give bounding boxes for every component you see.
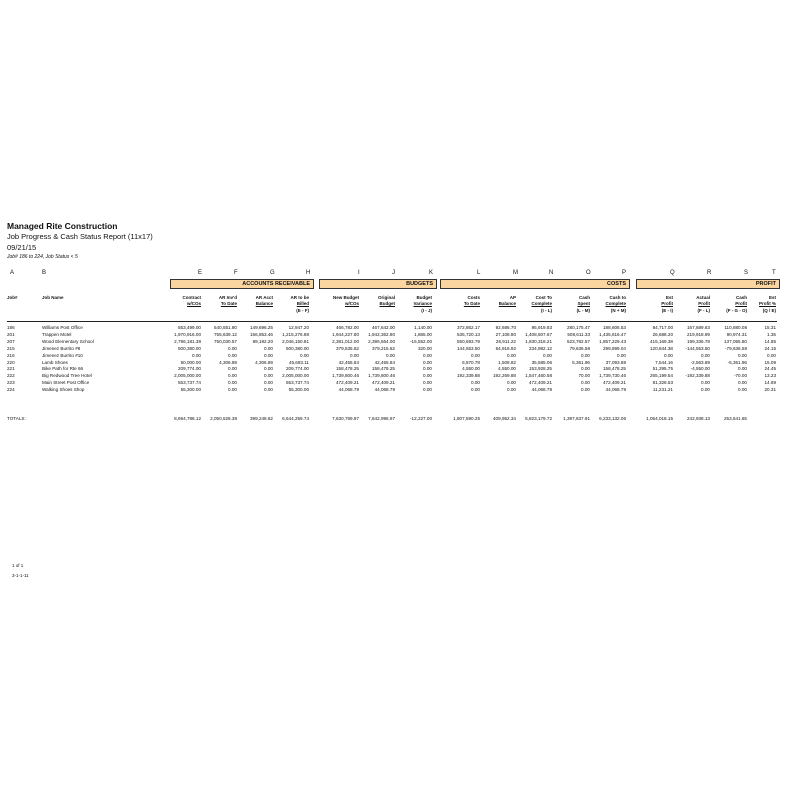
table-cell: 153,928.25 xyxy=(529,366,552,372)
totals-cell: 1,807,590.25 xyxy=(453,416,480,421)
table-cell: 0.00 xyxy=(264,387,273,393)
table-cell: 0.00 xyxy=(423,352,432,358)
table-cell: 51,295.75 xyxy=(652,366,673,372)
totals-cell: 7,642,996.97 xyxy=(368,416,395,421)
totals-cell: -12,227.00 xyxy=(410,416,432,421)
table-cell: 192,269.88 xyxy=(493,373,516,379)
table-cell: 553,737.74 xyxy=(178,380,201,386)
table-cell: 15.31 xyxy=(764,325,776,330)
group-costs: COSTS xyxy=(440,279,630,289)
table-cell: -4,550.00 xyxy=(690,366,710,372)
header-line: Complete xyxy=(531,301,552,307)
table-cell: 0.00 xyxy=(664,352,673,358)
header-i xyxy=(333,295,359,308)
header-line: AP xyxy=(509,295,516,300)
table-cell: 280,175.47 xyxy=(567,325,590,330)
table-cell: 2,796,181.38 xyxy=(174,338,201,344)
column-letter: R xyxy=(707,270,712,276)
column-letter: M xyxy=(513,270,518,276)
table-cell: 1.35 xyxy=(767,331,776,337)
header-line: Est xyxy=(768,295,776,300)
header-line: To Date xyxy=(463,301,480,307)
table-cell: 535,720.13 xyxy=(457,331,480,337)
header-line: Profit xyxy=(661,301,673,307)
header-k xyxy=(413,295,432,314)
header-line: (I - L) xyxy=(541,307,552,313)
totals-cell: 6,233,132.06 xyxy=(599,416,626,421)
table-cell: 0.00 xyxy=(581,387,590,393)
totals-cell: 7,630,769.97 xyxy=(332,416,359,421)
header-p xyxy=(605,295,626,314)
table-cell: Walking Shoes Shop xyxy=(42,387,85,393)
table-cell: 158,478.25 xyxy=(336,366,359,372)
table-cell: 84,717.00 xyxy=(652,325,673,330)
table-cell: -79,636.58 xyxy=(725,345,747,351)
column-letter: H xyxy=(306,270,311,276)
totals-cell: 242,938.13 xyxy=(687,416,710,421)
table-cell: Main Street Post Office xyxy=(42,380,90,386)
table-cell: 26,911.22 xyxy=(495,338,516,344)
header-line: Balance xyxy=(255,301,273,307)
table-cell: 508,611.33 xyxy=(567,331,590,337)
table-cell: 0.00 xyxy=(507,387,516,393)
column-letter: G xyxy=(270,270,275,276)
table-cell: 0.00 xyxy=(264,373,273,379)
table-cell: 372,862.17 xyxy=(457,325,480,330)
table-cell: -2,563.89 xyxy=(690,359,710,365)
table-cell: 79,636.58 xyxy=(569,345,590,351)
table-cell: 4,306.89 xyxy=(219,359,237,365)
table-cell: Lamb Shoes xyxy=(42,359,68,365)
table-cell: Jimenez Burrito #8 xyxy=(42,345,81,351)
table-cell: 0.00 xyxy=(423,380,432,386)
header-line: Actual xyxy=(696,295,710,300)
table-cell: 24.45 xyxy=(764,366,776,372)
table-cell: 209,774.00 xyxy=(178,366,201,372)
table-cell: 379,535.62 xyxy=(336,345,359,351)
totals-cell: 253,641.65 xyxy=(724,416,747,421)
table-cell: 0.00 xyxy=(543,352,552,358)
table-cell: 1,944,227.80 xyxy=(332,331,359,337)
table-cell: 7,544.16 xyxy=(655,359,673,365)
totals-cell: 2,050,528.38 xyxy=(210,416,237,421)
table-cell: 216 xyxy=(7,352,15,358)
header-line: (F - G - O) xyxy=(726,307,747,313)
header-line: (L - M) xyxy=(576,307,590,313)
header-line: Complete xyxy=(605,301,626,307)
group-profit: PROFIT xyxy=(636,279,780,289)
table-cell: 1,408,507.67 xyxy=(525,331,552,337)
table-cell: 215 xyxy=(7,345,15,351)
totals-cell: TOTALS: xyxy=(7,416,26,421)
header-n xyxy=(531,295,552,314)
table-cell: 44,068.79 xyxy=(531,387,552,393)
header-line: (E - I) xyxy=(661,307,673,313)
table-cell: 0.00 xyxy=(581,352,590,358)
company-name: Managed Rite Construction xyxy=(7,221,118,231)
table-cell: 209,774.00 xyxy=(286,366,309,372)
header-line: (I - J) xyxy=(421,307,432,313)
table-cell: 0.00 xyxy=(701,387,710,393)
header-line: Variance xyxy=(413,301,432,307)
header-q xyxy=(661,295,673,314)
table-cell: -192,339.88 xyxy=(685,373,710,379)
table-cell: 0.00 xyxy=(228,345,237,351)
table-cell: 750,030.57 xyxy=(214,338,237,344)
table-cell: 50,000.00 xyxy=(180,359,201,365)
table-cell: 0.00 xyxy=(581,366,590,372)
header-line: Cash xyxy=(735,295,747,300)
table-cell: 415,169.38 xyxy=(650,338,673,344)
table-cell: 158,478.25 xyxy=(372,366,395,372)
table-cell: 199,336.78 xyxy=(687,338,710,344)
report-date: 09/21/15 xyxy=(7,243,37,252)
table-cell: 4,550.00 xyxy=(498,366,516,372)
table-cell: 26,688.20 xyxy=(652,331,673,337)
table-cell: 201 xyxy=(7,331,15,337)
table-cell: 540,551.80 xyxy=(214,325,237,330)
table-cell: 472,409.21 xyxy=(336,380,359,386)
table-cell: 1,215,276.88 xyxy=(282,331,309,337)
header-line: New Budget xyxy=(332,295,359,300)
table-cell: 1,508.82 xyxy=(498,359,516,365)
column-letter: E xyxy=(198,270,203,276)
header-job-number: Job# xyxy=(7,295,18,300)
table-cell: 44,068.79 xyxy=(605,387,626,393)
totals-cell: 1,397,637.91 xyxy=(563,416,590,421)
header-line: (Q / E) xyxy=(762,307,776,313)
table-cell: 192,339.88 xyxy=(457,373,480,379)
header-h xyxy=(291,295,310,314)
table-cell: 223 xyxy=(7,380,15,386)
header-line: Profit xyxy=(698,301,710,307)
table-cell: Jimenez Burrito #10 xyxy=(42,352,83,358)
header-r xyxy=(696,295,710,314)
header-g xyxy=(256,295,273,308)
table-cell: 144,553.50 xyxy=(457,345,480,351)
header-t xyxy=(759,295,776,314)
table-cell: 137,055.80 xyxy=(724,338,747,344)
table-cell: 5,361.96 xyxy=(572,359,590,365)
column-letter: N xyxy=(549,270,554,276)
table-cell: 0.00 xyxy=(264,380,273,386)
table-cell: 1,547,460.58 xyxy=(525,373,552,379)
table-cell: 4,306.89 xyxy=(255,359,273,365)
totals-cell: 399,248.62 xyxy=(250,416,273,421)
table-cell: 70.00 xyxy=(578,373,590,379)
column-letter: A xyxy=(10,270,15,276)
table-cell: 15.09 xyxy=(764,359,776,365)
table-cell: 0.00 xyxy=(767,352,776,358)
table-cell: 44,068.79 xyxy=(338,387,359,393)
table-cell: 0.00 xyxy=(228,373,237,379)
table-cell: 219,918.99 xyxy=(687,331,710,337)
header-line: Billed xyxy=(296,301,309,307)
header-line: AR Acct xyxy=(255,295,273,300)
header-rule xyxy=(7,321,777,322)
table-cell: 1,739,730.46 xyxy=(599,373,626,379)
header-line: (F - L) xyxy=(697,307,710,313)
header-line: Balance xyxy=(498,301,516,307)
table-cell: 11,231.21 xyxy=(652,387,673,393)
table-cell: 220 xyxy=(7,359,15,365)
column-letter: K xyxy=(429,270,434,276)
table-cell: 110,880.08 xyxy=(724,325,747,330)
column-letter: F xyxy=(234,270,238,276)
table-cell: 0.00 xyxy=(617,352,626,358)
header-line: Cash to xyxy=(609,295,626,300)
table-cell: 1,942,362.80 xyxy=(368,331,395,337)
table-cell: 14.69 xyxy=(764,380,776,386)
table-cell: 0.00 xyxy=(471,380,480,386)
header-line: Original xyxy=(377,295,395,300)
table-cell: 37,093.88 xyxy=(605,359,626,365)
report-filter: Job# 186 to 224, Job Status < 5 xyxy=(7,254,78,260)
table-cell: 167,689.63 xyxy=(687,325,710,330)
table-cell: 466,782.00 xyxy=(336,325,359,330)
table-cell: 755,639.12 xyxy=(214,331,237,337)
totals-cell: 409,952.34 xyxy=(493,416,516,421)
report-title: Job Progress & Cash Status Report (11x17) xyxy=(7,232,153,241)
table-cell: 2,046,150.81 xyxy=(282,338,309,344)
table-cell: 14.85 xyxy=(764,338,776,344)
table-cell: -70.00 xyxy=(733,373,747,379)
table-cell: 0.00 xyxy=(350,352,359,358)
table-cell: 81,328.53 xyxy=(652,380,673,386)
table-cell: 472,409.21 xyxy=(372,380,395,386)
table-cell: 234,982.12 xyxy=(529,345,552,351)
table-cell: 1,857,229.43 xyxy=(599,338,626,344)
header-m xyxy=(499,295,516,308)
column-letter: O xyxy=(586,270,591,276)
table-cell: 12,947.20 xyxy=(288,325,309,330)
table-cell: 1,970,916.00 xyxy=(174,331,201,337)
table-cell: 44,068.79 xyxy=(374,387,395,393)
totals-cell: 1,064,018.15 xyxy=(646,416,673,421)
table-cell: 156,853.46 xyxy=(250,331,273,337)
table-cell: -5,361.96 xyxy=(727,359,747,365)
table-cell: 224 xyxy=(7,387,15,393)
column-letter: Q xyxy=(670,270,675,276)
table-cell: 1,739,800.46 xyxy=(332,373,359,379)
header-job-name: Job Name xyxy=(42,295,64,300)
header-line: To Date xyxy=(220,301,237,307)
table-cell: 472,409.21 xyxy=(529,380,552,386)
table-cell: 0.00 xyxy=(300,352,309,358)
table-cell: 500,380.00 xyxy=(286,345,309,351)
table-cell: 2,396,564.00 xyxy=(368,338,395,344)
table-cell: 2,005,000.00 xyxy=(282,373,309,379)
header-line: Est xyxy=(665,295,673,300)
table-cell: 0.00 xyxy=(738,380,747,386)
table-cell: 0.00 xyxy=(423,373,432,379)
table-cell: 1,739,800.46 xyxy=(368,373,395,379)
table-cell: 265,199.54 xyxy=(650,373,673,379)
table-cell: 320.00 xyxy=(417,345,432,351)
page-number: 1 of 1 xyxy=(12,563,24,568)
table-cell: Big Redwood Tree Hotel xyxy=(42,373,92,379)
table-cell: 1,435,616.47 xyxy=(599,331,626,337)
table-cell: 500,380.00 xyxy=(178,345,201,351)
table-cell: 207 xyxy=(7,338,15,344)
table-cell: 120,844.38 xyxy=(650,345,673,351)
header-f xyxy=(219,295,237,308)
table-cell: 0.00 xyxy=(386,352,395,358)
table-cell: 45,693.11 xyxy=(288,359,309,365)
column-letter: L xyxy=(477,270,481,276)
table-cell: 89,192.20 xyxy=(252,338,273,344)
table-cell: 0.00 xyxy=(471,352,480,358)
table-cell: -144,553.50 xyxy=(685,345,710,351)
column-letter: I xyxy=(358,270,360,276)
header-line: Profit xyxy=(735,301,747,307)
table-cell: 221 xyxy=(7,366,15,372)
header-j xyxy=(378,295,395,308)
table-cell: 2,005,000.00 xyxy=(174,373,201,379)
table-cell: 55,300.00 xyxy=(180,387,201,393)
totals-cell: 8,694,788.12 xyxy=(174,416,201,421)
header-line: (N + M) xyxy=(610,307,626,313)
table-cell: 0.00 xyxy=(228,380,237,386)
table-cell: -15,552.00 xyxy=(410,338,432,344)
table-cell: 13.23 xyxy=(764,373,776,379)
totals-cell: 6,644,259.74 xyxy=(282,416,309,421)
table-cell: 472,409.21 xyxy=(603,380,626,386)
table-cell: 0.00 xyxy=(507,380,516,386)
table-cell: 0.00 xyxy=(423,366,432,372)
table-cell: 523,782.57 xyxy=(567,338,590,344)
header-line: AR Inv'd xyxy=(218,295,237,300)
table-cell: 0.00 xyxy=(507,352,516,358)
table-cell: 158,478.25 xyxy=(603,366,626,372)
table-cell: Bike Path for Rte 66 xyxy=(42,366,84,372)
table-cell: 90,974.31 xyxy=(726,331,747,337)
column-letter: T xyxy=(772,270,776,276)
table-cell: 0.00 xyxy=(228,366,237,372)
table-cell: 550,693.79 xyxy=(457,338,480,344)
table-cell: 2,381,012.00 xyxy=(332,338,359,344)
table-cell: 4,550.00 xyxy=(462,366,480,372)
table-cell: 0.00 xyxy=(228,352,237,358)
header-o xyxy=(577,295,590,314)
header-s xyxy=(726,295,747,314)
column-letter: J xyxy=(392,270,395,276)
header-line: Spent xyxy=(577,301,590,307)
table-cell: 0.00 xyxy=(738,352,747,358)
table-cell: 35,585.06 xyxy=(531,359,552,365)
table-cell: 55,300.00 xyxy=(288,387,309,393)
table-cell: 24.15 xyxy=(764,345,776,351)
table-cell: 42,455.84 xyxy=(374,359,395,365)
header-line: w/COs xyxy=(186,301,201,307)
table-cell: 6,870.78 xyxy=(462,359,480,365)
header-line: Contract xyxy=(182,295,201,300)
table-cell: 0.00 xyxy=(192,352,201,358)
table-cell: 0.00 xyxy=(738,366,747,372)
column-letter: B xyxy=(42,270,47,276)
table-cell: 149,696.25 xyxy=(250,325,273,330)
group-accounts-receivable: ACCOUNTS RECEIVABLE xyxy=(170,279,314,289)
header-line: Costs xyxy=(467,295,480,300)
table-cell: 0.00 xyxy=(264,366,273,372)
table-cell: 95,919.83 xyxy=(531,325,552,330)
table-cell: 1,865.00 xyxy=(414,331,432,337)
report-code: 3-1-1-11 xyxy=(12,573,29,578)
table-cell: 1,140.00 xyxy=(414,325,432,330)
header-l xyxy=(464,295,480,308)
table-cell: 0.00 xyxy=(471,387,480,393)
header-e xyxy=(182,295,201,308)
group-budgets: BUDGETS xyxy=(319,279,437,289)
header-line: Cash xyxy=(578,295,590,300)
column-letter: P xyxy=(622,270,627,276)
table-cell: 222 xyxy=(7,373,15,379)
header-line: w/COs xyxy=(344,301,359,307)
table-cell: Wood Elementary School xyxy=(42,338,94,344)
header-line: Budget xyxy=(379,301,395,307)
table-cell: Trappen Motel xyxy=(42,331,72,337)
table-cell: 20.31 xyxy=(764,387,776,393)
table-cell: 64,916.92 xyxy=(495,345,516,351)
table-cell: 299,899.04 xyxy=(603,345,626,351)
table-cell: 0.00 xyxy=(581,380,590,386)
table-cell: 186 xyxy=(7,325,15,330)
table-cell: 553,737.74 xyxy=(286,380,309,386)
table-cell: 188,606.53 xyxy=(603,325,626,330)
table-cell: 0.00 xyxy=(423,359,432,365)
table-cell: 0.00 xyxy=(701,352,710,358)
table-cell: 553,499.00 xyxy=(178,325,201,330)
table-cell: 467,642.00 xyxy=(372,325,395,330)
table-cell: 1,830,318.21 xyxy=(525,338,552,344)
header-line: AR to be xyxy=(290,295,309,300)
table-cell: 0.00 xyxy=(264,352,273,358)
header-line: Budget xyxy=(416,295,432,300)
table-cell: 379,215.62 xyxy=(372,345,395,351)
table-cell: 92,686.70 xyxy=(495,325,516,330)
header-line: Profit % xyxy=(758,301,776,307)
table-cell: 0.00 xyxy=(228,387,237,393)
table-cell: 27,108.80 xyxy=(495,331,516,337)
totals-cell: 5,823,179.72 xyxy=(525,416,552,421)
table-cell: 0.00 xyxy=(423,387,432,393)
table-cell: 0.00 xyxy=(738,387,747,393)
table-cell: 42,455.84 xyxy=(338,359,359,365)
column-letter: S xyxy=(744,270,749,276)
table-cell: 0.00 xyxy=(701,380,710,386)
header-line: Cost To xyxy=(535,295,552,300)
table-cell: 0.00 xyxy=(264,345,273,351)
header-line: (E - F) xyxy=(296,307,309,313)
table-cell: Williams Post Office xyxy=(42,325,83,330)
